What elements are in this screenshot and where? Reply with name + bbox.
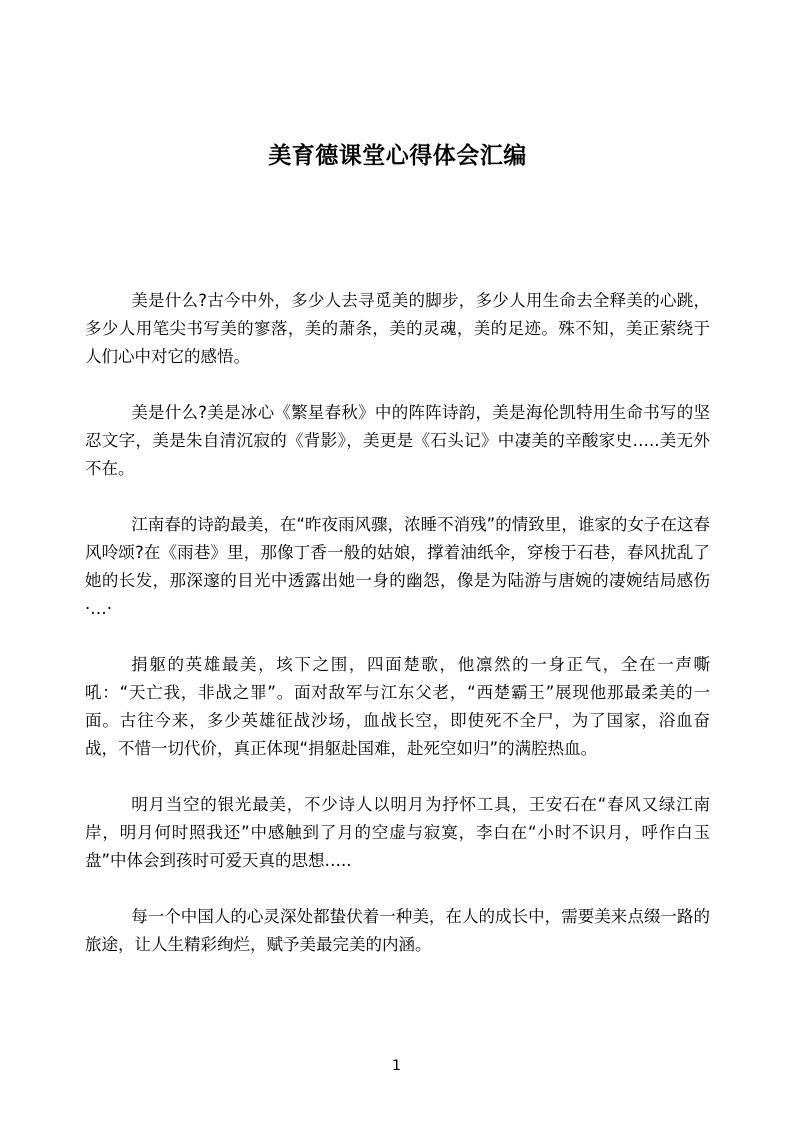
- page-number: 1: [391, 1058, 402, 1074]
- document-body: [85, 287, 710, 959]
- paragraph-5: 明月当空的银光最美，不少诗人以明月为抒怀工具，王安石在“春风又绿江南岸，明月何时照我还”中感触到了月的空虚与寂寞，李白在“小时不识月，呼作白玉盘”中体会到孩时可爱天真的思想…..: [85, 795, 710, 870]
- paragraph-6: 每一个中国人的心灵深处都蛰伏着一种美，在人的成长中，需要美来点缀一路的旅途，让人生精彩绚烂，赋予美最完美的内涵。: [85, 907, 710, 954]
- paragraph-3: 江南春的诗韵最美，在“昨夜雨风骤，浓睡不消残”的情致里，谁家的女子在这春风呤颂?在《雨巷》里，那像丁香一般的姑娘，撑着油纸伞，穿梭于石巷，春风扰乱了她的长发，那深邃的目光中透露出她一身的幽怨，像是为陆游与唐婉的凄婉结局感伤·…·: [85, 515, 710, 618]
- page-title: 美育德课堂心得体会汇编: [268, 143, 527, 169]
- paragraph-2: 美是什么?美是冰心《繁星春秋》中的阵阵诗韵，美是海伦凯特用生命书写的坚忍文字，美是朱自清沉寂的《背影》，美更是《石头记》中凄美的辛酸家史…..美无外不在。: [85, 403, 710, 478]
- paragraph-4: 捐躯的英雄最美，垓下之围，四面楚歌，他凛然的一身正气，全在一声嘶吼：“天亡我，非战之罪”。面对敌军与江东父老，“西楚霸王”展现他那最柔美的一面。古往今来，多少英雄征战沙场，血战长空，即使死不全尸，为了国家，浴血奋战，不惜一切代价，真正体现“捐躯赴国难，赴死空如归”的满腔热血。: [85, 655, 710, 758]
- paragraph-1: 美是什么?古今中外，多少人去寻觅美的脚步，多少人用生命去全释美的心跳，多少人用笔尖书写美的寥落，美的萧条，美的灵魂，美的足迹。殊不知，美正萦绕于人们心中对它的感悟。: [85, 291, 710, 366]
